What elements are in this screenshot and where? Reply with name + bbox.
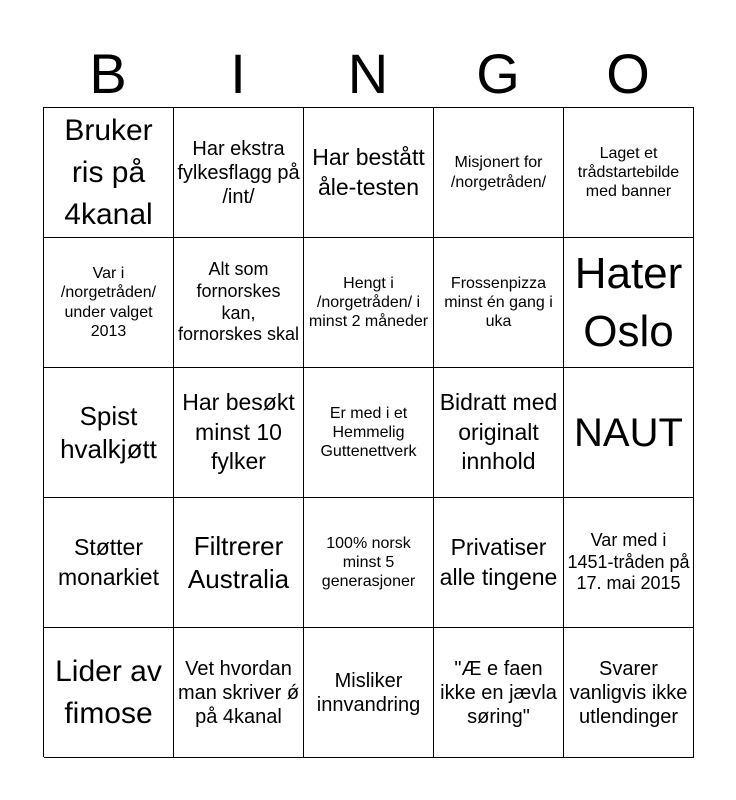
bingo-cell[interactable] — [174, 108, 304, 238]
bingo-cell[interactable] — [44, 628, 174, 758]
cell-text: Privatiser alle tingene — [439, 533, 558, 590]
bingo-cell[interactable] — [44, 498, 174, 628]
bingo-cell[interactable] — [434, 108, 564, 238]
header-letter-o: O — [606, 42, 650, 105]
bingo-cell[interactable] — [174, 628, 304, 758]
cell-text: Misjonert for /norgetråden/ — [450, 154, 547, 191]
bingo-cell[interactable] — [434, 628, 564, 758]
bingo-cell[interactable] — [304, 498, 434, 628]
bingo-cell[interactable] — [304, 368, 434, 498]
cell-text: Filtrerer Australia — [187, 531, 290, 594]
cell-text: Misliker innvandring — [316, 669, 421, 716]
bingo-cell[interactable] — [564, 498, 694, 628]
bingo-cell[interactable] — [304, 628, 434, 758]
cell-text: Hater Oslo — [574, 249, 683, 356]
bingo-cell[interactable] — [174, 498, 304, 628]
cell-text: Frossenpizza minst én gang i uka — [444, 274, 553, 331]
bingo-grid — [43, 107, 694, 757]
cell-text: Støtter monarkiet — [58, 533, 159, 590]
cell-text: Var i /norgetråden/ under valget 2013 — [60, 265, 157, 340]
cell-text: NAUT — [574, 410, 683, 455]
bingo-cell[interactable] — [44, 108, 174, 238]
header-letter-i: I — [230, 42, 246, 105]
cell-text: Spist hvalkjøtt — [60, 401, 157, 464]
cell-text: Er med i et Hemmelig Guttenettverk — [320, 404, 417, 461]
bingo-cell[interactable] — [564, 628, 694, 758]
bingo-header — [43, 40, 693, 108]
cell-text: "Æ e faen ikke en jævla søring" — [440, 657, 557, 728]
cell-text: Bidratt med originalt innhold — [439, 388, 558, 475]
cell-text: Lider av fimose — [55, 654, 162, 730]
bingo-cell[interactable] — [434, 238, 564, 368]
cell-text: Hengt i /norgetråden/ i minst 2 måneder — [308, 274, 429, 331]
bingo-cell[interactable] — [174, 368, 304, 498]
bingo-cell[interactable] — [434, 368, 564, 498]
bingo-cell[interactable] — [564, 368, 694, 498]
cell-text: Alt som fornorskes kan, fornorskes skal — [177, 259, 300, 345]
cell-text: 100% norsk minst 5 generasjoner — [321, 534, 416, 591]
bingo-cell[interactable] — [434, 498, 564, 628]
cell-text: Laget et trådstartebilde med banner — [577, 144, 680, 201]
bingo-cell[interactable] — [564, 238, 694, 368]
header-letter-n: N — [347, 42, 389, 105]
bingo-cell[interactable] — [304, 108, 434, 238]
bingo-cell[interactable] — [44, 238, 174, 368]
cell-text: Har besøkt minst 10 fylker — [182, 388, 295, 475]
bingo-cell[interactable] — [174, 238, 304, 368]
bingo-cell[interactable] — [44, 368, 174, 498]
cell-text: Vet hvordan man skriver ǿ på 4kanal — [177, 657, 300, 728]
header-letter-g: G — [476, 42, 520, 105]
bingo-cell[interactable] — [304, 238, 434, 368]
cell-text: Var med i 1451-tråden på 17. mai 2015 — [567, 530, 690, 594]
cell-text: Svarer vanligvis ikke utlendinger — [569, 657, 688, 728]
cell-text: Har bestått åle-testen — [312, 143, 425, 200]
header-letter-b: B — [89, 42, 127, 105]
cell-text: Bruker ris på 4kanal — [64, 113, 153, 231]
cell-text: Har ekstra fylkesflagg på /int/ — [177, 137, 300, 208]
bingo-cell[interactable] — [564, 108, 694, 238]
